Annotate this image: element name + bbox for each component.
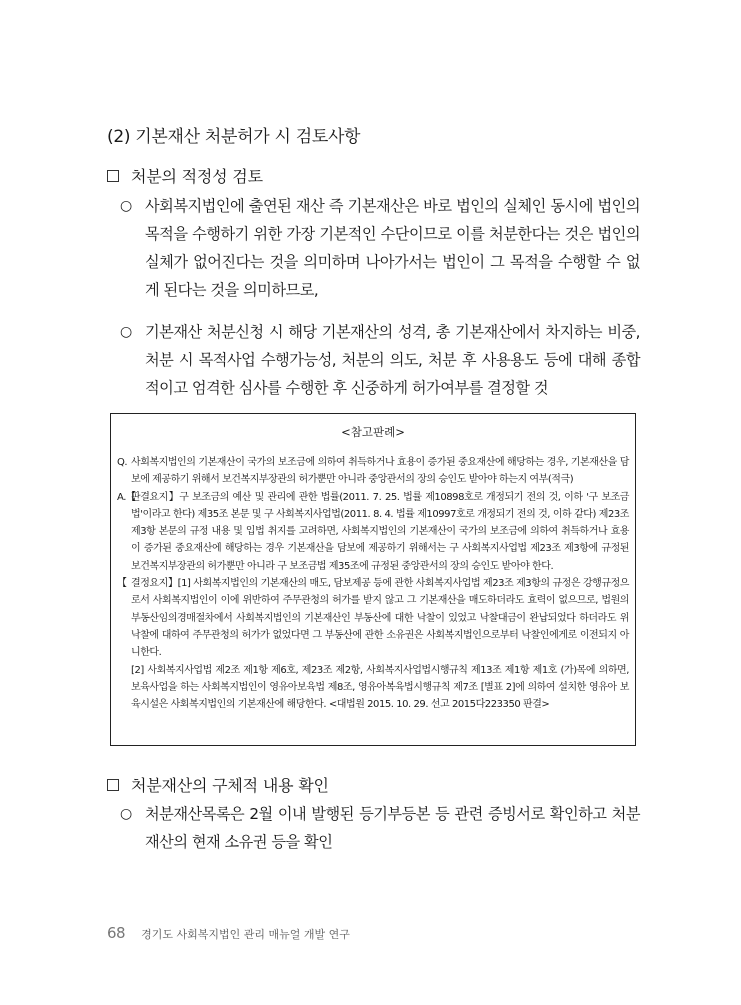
decision-label: 【 <box>117 578 127 590</box>
decision-text-1: 결정요지】[1] 사회복지법인의 기본재산의 매도, 담보제공 등에 관한 사회복지사업법 제23조 제3항의 규정은 강행규정으로서 사회복지법인이 이에 위반하여 주무관청의 허가를 받지 않고 그 기본재산을 매도하더라도 효력이 없으므로, 법원의 부동산임의경매절차에서 사회복지법인의 기본재산인 부동산에 대한 낙찰이 있었고 낙찰대금이 완납되었다 하더라도 위 낙찰에 대하여 주무관청의 허가가 없었다면 그 부동산에 관한 소유권은 사회복지법인으로부터 낙찰인에게로 이전되지 아니한다. <box>131 578 629 659</box>
heading-text: 처분의 적정성 검토 <box>131 167 263 186</box>
page-footer <box>107 924 350 942</box>
bullet-item <box>120 318 640 402</box>
decision-text-2: [2] 사회복지사업법 제2조 제1항 제6호, 제23조 제2항, 사회복지사업법시행규칙 제13조 제1항 제1호 (가)목에 의하면, 보육사업을 하는 사회복지법인이 영유아보육법 제8조, 영유아복육법시행규칙 제7조 [별표 2]에 의하여 설치한 영유아 보육시설은 사회복지법인의 기본재산에 해당한다. <대법원 2015. 10. 29. 선고 2015다223350 판결> <box>131 664 629 711</box>
heading-disposal-adequacy <box>107 164 263 187</box>
reference-decision <box>117 575 629 661</box>
reference-answer <box>117 489 629 575</box>
circle-bullet-icon: ○ <box>120 198 132 214</box>
publication-title: 경기도 사회복지법인 관리 매뉴얼 개발 연구 <box>141 928 350 941</box>
bullet-text: 사회복지법인에 출연된 재산 즉 기본재산은 바로 법인의 실체인 동시에 법인의 목적을 수행하기 위한 가장 기본적인 수단이므로 이를 처분한다는 것은 법인의 실체가 없어진다는 것을 의미하며 나아가서는 법인이 그 목적을 수행할 수 없게 된다는 것을 의미하므로, <box>145 197 640 299</box>
circle-bullet-icon: ○ <box>120 324 132 340</box>
bullet-text: 처분재산목록은 2월 이내 발행된 등기부등본 등 관련 증빙서로 확인하고 처분재산의 현재 소유권 등을 확인 <box>145 805 640 851</box>
square-bullet-icon <box>107 170 119 182</box>
question-label: Q. <box>117 457 128 468</box>
answer-text: 판결요지】구 보조금의 예산 및 관리에 관한 법률(2011. 7. 25. 법률 제10898호로 개정되기 전의 것, 이하 '구 보조금법'이라고 한다) 제35조 본문 및 구 사회복지사업법(2011. 8. 4. 법률 제10997호로 개정되기 전의 것, 이하 같다) 제23조 제3항 본문의 규정 내용 및 입법 취지를 고려하면, 사회복지법인의 기본재산이 국가의 보조금에 의하여 취득하거나 효용이 증가된 중요재산에 해당하는 경우 기본재산을 담보에 제공하기 위해서는 구 사회복지사업법 제23조 제3항에 규정된 보건복지부장관의 허가뿐만 아니라 구 보조금법 제35조에 규정된 중앙관서의 장의 승인도 받아야 한다. <box>131 491 629 572</box>
reference-title: <참고판례> <box>341 425 405 439</box>
heading-text: 처분재산의 구체적 내용 확인 <box>131 776 329 795</box>
page-number: 68 <box>107 924 126 942</box>
square-bullet-icon <box>107 779 119 791</box>
question-text: 사회복지법인의 기본재산이 국가의 보조금에 의하여 취득하거나 효용이 증가된 중요재산에 해당하는 경우, 기본재산을 담보에 제공하기 위해서 보건복지부장관의 허가뿐만 아니라 중앙관서의 장의 승인도 받아야 하는지 여부(적극) <box>131 457 629 486</box>
reference-body <box>117 454 629 713</box>
bullet-item <box>120 192 640 304</box>
answer-label: A.【 <box>117 491 136 503</box>
reference-case-box <box>110 413 636 746</box>
bullet-text: 기본재산 처분신청 시 해당 기본재산의 성격, 총 기본재산에서 차지하는 비중, 처분 시 목적사업 수행가능성, 처분의 의도, 처분 후 사용용도 등에 대해 종합적이고 엄격한 심사를 수행한 후 신중하게 허가여부를 결정할 것 <box>145 323 640 397</box>
reference-decision-2 <box>117 662 629 714</box>
circle-bullet-icon: ○ <box>120 806 132 822</box>
reference-question <box>117 454 629 489</box>
section-title: (2) 기본재산 처분허가 시 검토사항 <box>107 127 361 147</box>
heading-disposal-details <box>107 773 329 796</box>
bullet-item <box>120 800 640 856</box>
